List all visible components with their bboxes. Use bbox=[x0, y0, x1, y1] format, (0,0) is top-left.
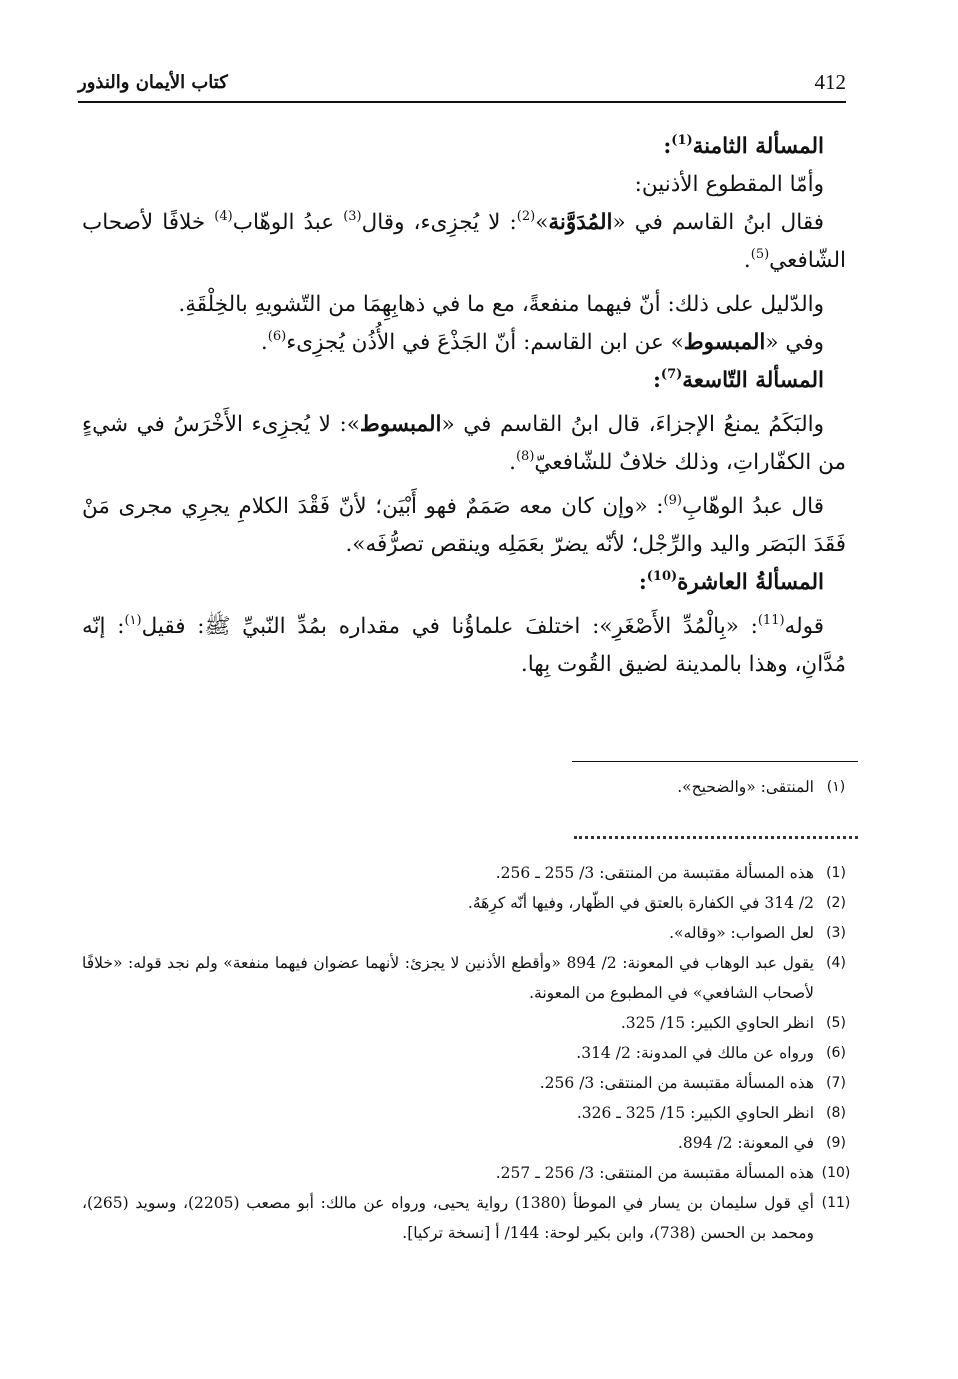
footnote-text: هذه المسألة مقتبسة من المنتقى: 3/ 256 ـ 257. bbox=[495, 1164, 814, 1182]
footnote bbox=[82, 1158, 858, 1188]
footnote bbox=[82, 1008, 858, 1038]
paragraph: قال عبدُ الوهّابِ$^{(9)}$: «وإن كان معه صَمَمٌ فهو أَبْيَن؛ لأنّ فَقْدَ الكلامِ يجرِي مجرى مَنْ فَقَدَ البَصَر واليد والرِّجْل؛ لأنّه يضرّ بعَمَلِه وينقص تصرُّفَه». bbox=[82, 493, 846, 557]
footnote-number: (١) bbox=[826, 779, 846, 795]
footnote bbox=[82, 888, 858, 918]
running-header bbox=[78, 70, 846, 100]
footnote-ref: (١) bbox=[124, 613, 142, 628]
footnote-ref: (7) bbox=[660, 367, 683, 382]
footnote bbox=[82, 1068, 858, 1098]
paragraph: وأمّا المقطوع الأذنين: bbox=[634, 172, 824, 197]
footnotes-variant bbox=[82, 772, 858, 802]
footnote-ref: (1) bbox=[671, 133, 693, 148]
footnote bbox=[82, 858, 858, 888]
footnote bbox=[82, 1038, 858, 1068]
footnote-text: يقول عبد الوهاب في المعونة: 2/ 894 «وأقطع الأذنين لا يجزئ: لأنهما عضوان فيهما منفعة» ولم نجد قوله: «خلافًا لأصحاب الشافعي» في المطبوع من المعونة. bbox=[82, 954, 815, 1002]
footnote-ref: (6) bbox=[267, 329, 287, 344]
footnote-number: (2) bbox=[826, 895, 846, 911]
footnote-number: (8) bbox=[826, 1105, 846, 1121]
footnote-ref: (2) bbox=[516, 209, 536, 224]
footnote bbox=[82, 1098, 858, 1128]
dotted-separator bbox=[574, 836, 858, 839]
footnote bbox=[82, 948, 858, 1008]
footnote-ref: (4) bbox=[214, 209, 233, 224]
issue-8-heading: المسألة الثامنة$^{(1)}$: bbox=[663, 133, 824, 159]
paragraph: فقال ابنُ القاسم في «المُدَوَّنة»$^{(2)}$: لا يُجزِىء، وقال$^{(3)}$ عبدُ الوهّاب$^{(4)}$ خلافًا لأصحاب الشّافعي$^{(5)}$. bbox=[82, 209, 846, 273]
footnote-ref: (10) bbox=[646, 569, 678, 584]
footnote-number: (5) bbox=[826, 1015, 846, 1031]
footnote bbox=[82, 1188, 858, 1248]
footnote-text: انظر الحاوي الكبير: 15/ 325 ـ 326. bbox=[576, 1104, 814, 1122]
footnote bbox=[82, 918, 858, 948]
footnote-text: انظر الحاوي الكبير: 15/ 325. bbox=[620, 1014, 814, 1032]
footnote-number: (7) bbox=[826, 1075, 846, 1091]
footnote-ref: (5) bbox=[750, 247, 770, 262]
footnote-number: (4) bbox=[826, 955, 846, 971]
footnote-number: (10) bbox=[821, 1165, 851, 1181]
paragraph: وفي «المبسوط» عن ابن القاسم: أنّ الجَذْعَ في الأُذُن يُجزِىء$^{(6)}$. bbox=[260, 329, 824, 355]
footnote-text: هذه المسألة مقتبسة من المنتقى: 3/ 255 ـ 256. bbox=[495, 864, 814, 882]
issue-9-heading: المسألة التّاسعة$^{(7)}$: bbox=[652, 367, 824, 393]
footnote-ref: (11) bbox=[757, 613, 785, 628]
page-number: 412 bbox=[814, 70, 846, 94]
footnote-number: (9) bbox=[826, 1135, 846, 1151]
paragraph: والبَكَمُ يمنعُ الإجزاءَ، قال ابنُ القاسم في «المبسوط»: لا يُجزِىء الأَخْرَسُ في شيءٍ من الكفّاراتِ، وذلك خلافٌ للشّافعيّ$^{(8)}$. bbox=[82, 412, 846, 475]
footnote-number: (1) bbox=[826, 865, 846, 881]
footnote bbox=[82, 1128, 858, 1158]
footnote-separator bbox=[572, 761, 858, 762]
footnote-ref: (3) bbox=[343, 209, 362, 224]
issue-10-heading: المسألةُ العاشرة$^{(10)}$: bbox=[638, 569, 824, 595]
paragraph: قوله$^{(11)}$: «بِالْمُدِّ الأَصْغَرِ»: اختلفَ علماؤُنا في مقداره بمُدِّ النّبيِّ ﷺ: فقيل$^{(١)}$: إنّه مُدَّانِ، وهذا بالمدينة لضيق القُوت بِها. bbox=[82, 613, 846, 677]
footnote-text: ورواه عن مالك في المدونة: 2/ 314. bbox=[576, 1044, 814, 1062]
footnote-text: 2/ 314 في الكفارة بالعتق في الظّهار، وفيها أنّه كرِهَهُ. bbox=[467, 894, 814, 912]
footnote bbox=[82, 772, 858, 802]
footnote-text: لعل الصواب: «وقاله». bbox=[669, 924, 814, 942]
header-rule bbox=[78, 101, 846, 103]
book-title: كتاب الأيمان والنذور bbox=[78, 72, 228, 93]
footnote-ref: (8) bbox=[515, 449, 535, 464]
footnote-text: هذه المسألة مقتبسة من المنتقى: 3/ 256. bbox=[539, 1074, 814, 1092]
paragraph: والدّليل على ذلك: أنّ فيهما منفعةً، مع ما في ذهابِهِمَا من التّشويهِ بالخِلْقَةِ. bbox=[178, 292, 824, 317]
footnote-text: أي قول سليمان بن يسار في الموطأ (1380) رواية يحيى، ورواه عن مالك: أبو مصعب (2205)، وسويد (265)، ومحمد بن الحسن (738)، وابن بكير لوحة: 144/ أ [نسخة تركيا]. bbox=[82, 1194, 814, 1242]
footnote-number: (6) bbox=[826, 1045, 846, 1061]
footnote-number: (3) bbox=[826, 925, 846, 941]
footnote-text: المنتقى: «والضحيح». bbox=[677, 778, 814, 796]
main-text bbox=[82, 122, 846, 684]
footnotes bbox=[82, 858, 858, 1248]
footnote-number: (11) bbox=[821, 1195, 851, 1211]
footnote-ref: (9) bbox=[663, 493, 682, 508]
footnote-text: في المعونة: 2/ 894. bbox=[677, 1134, 814, 1152]
